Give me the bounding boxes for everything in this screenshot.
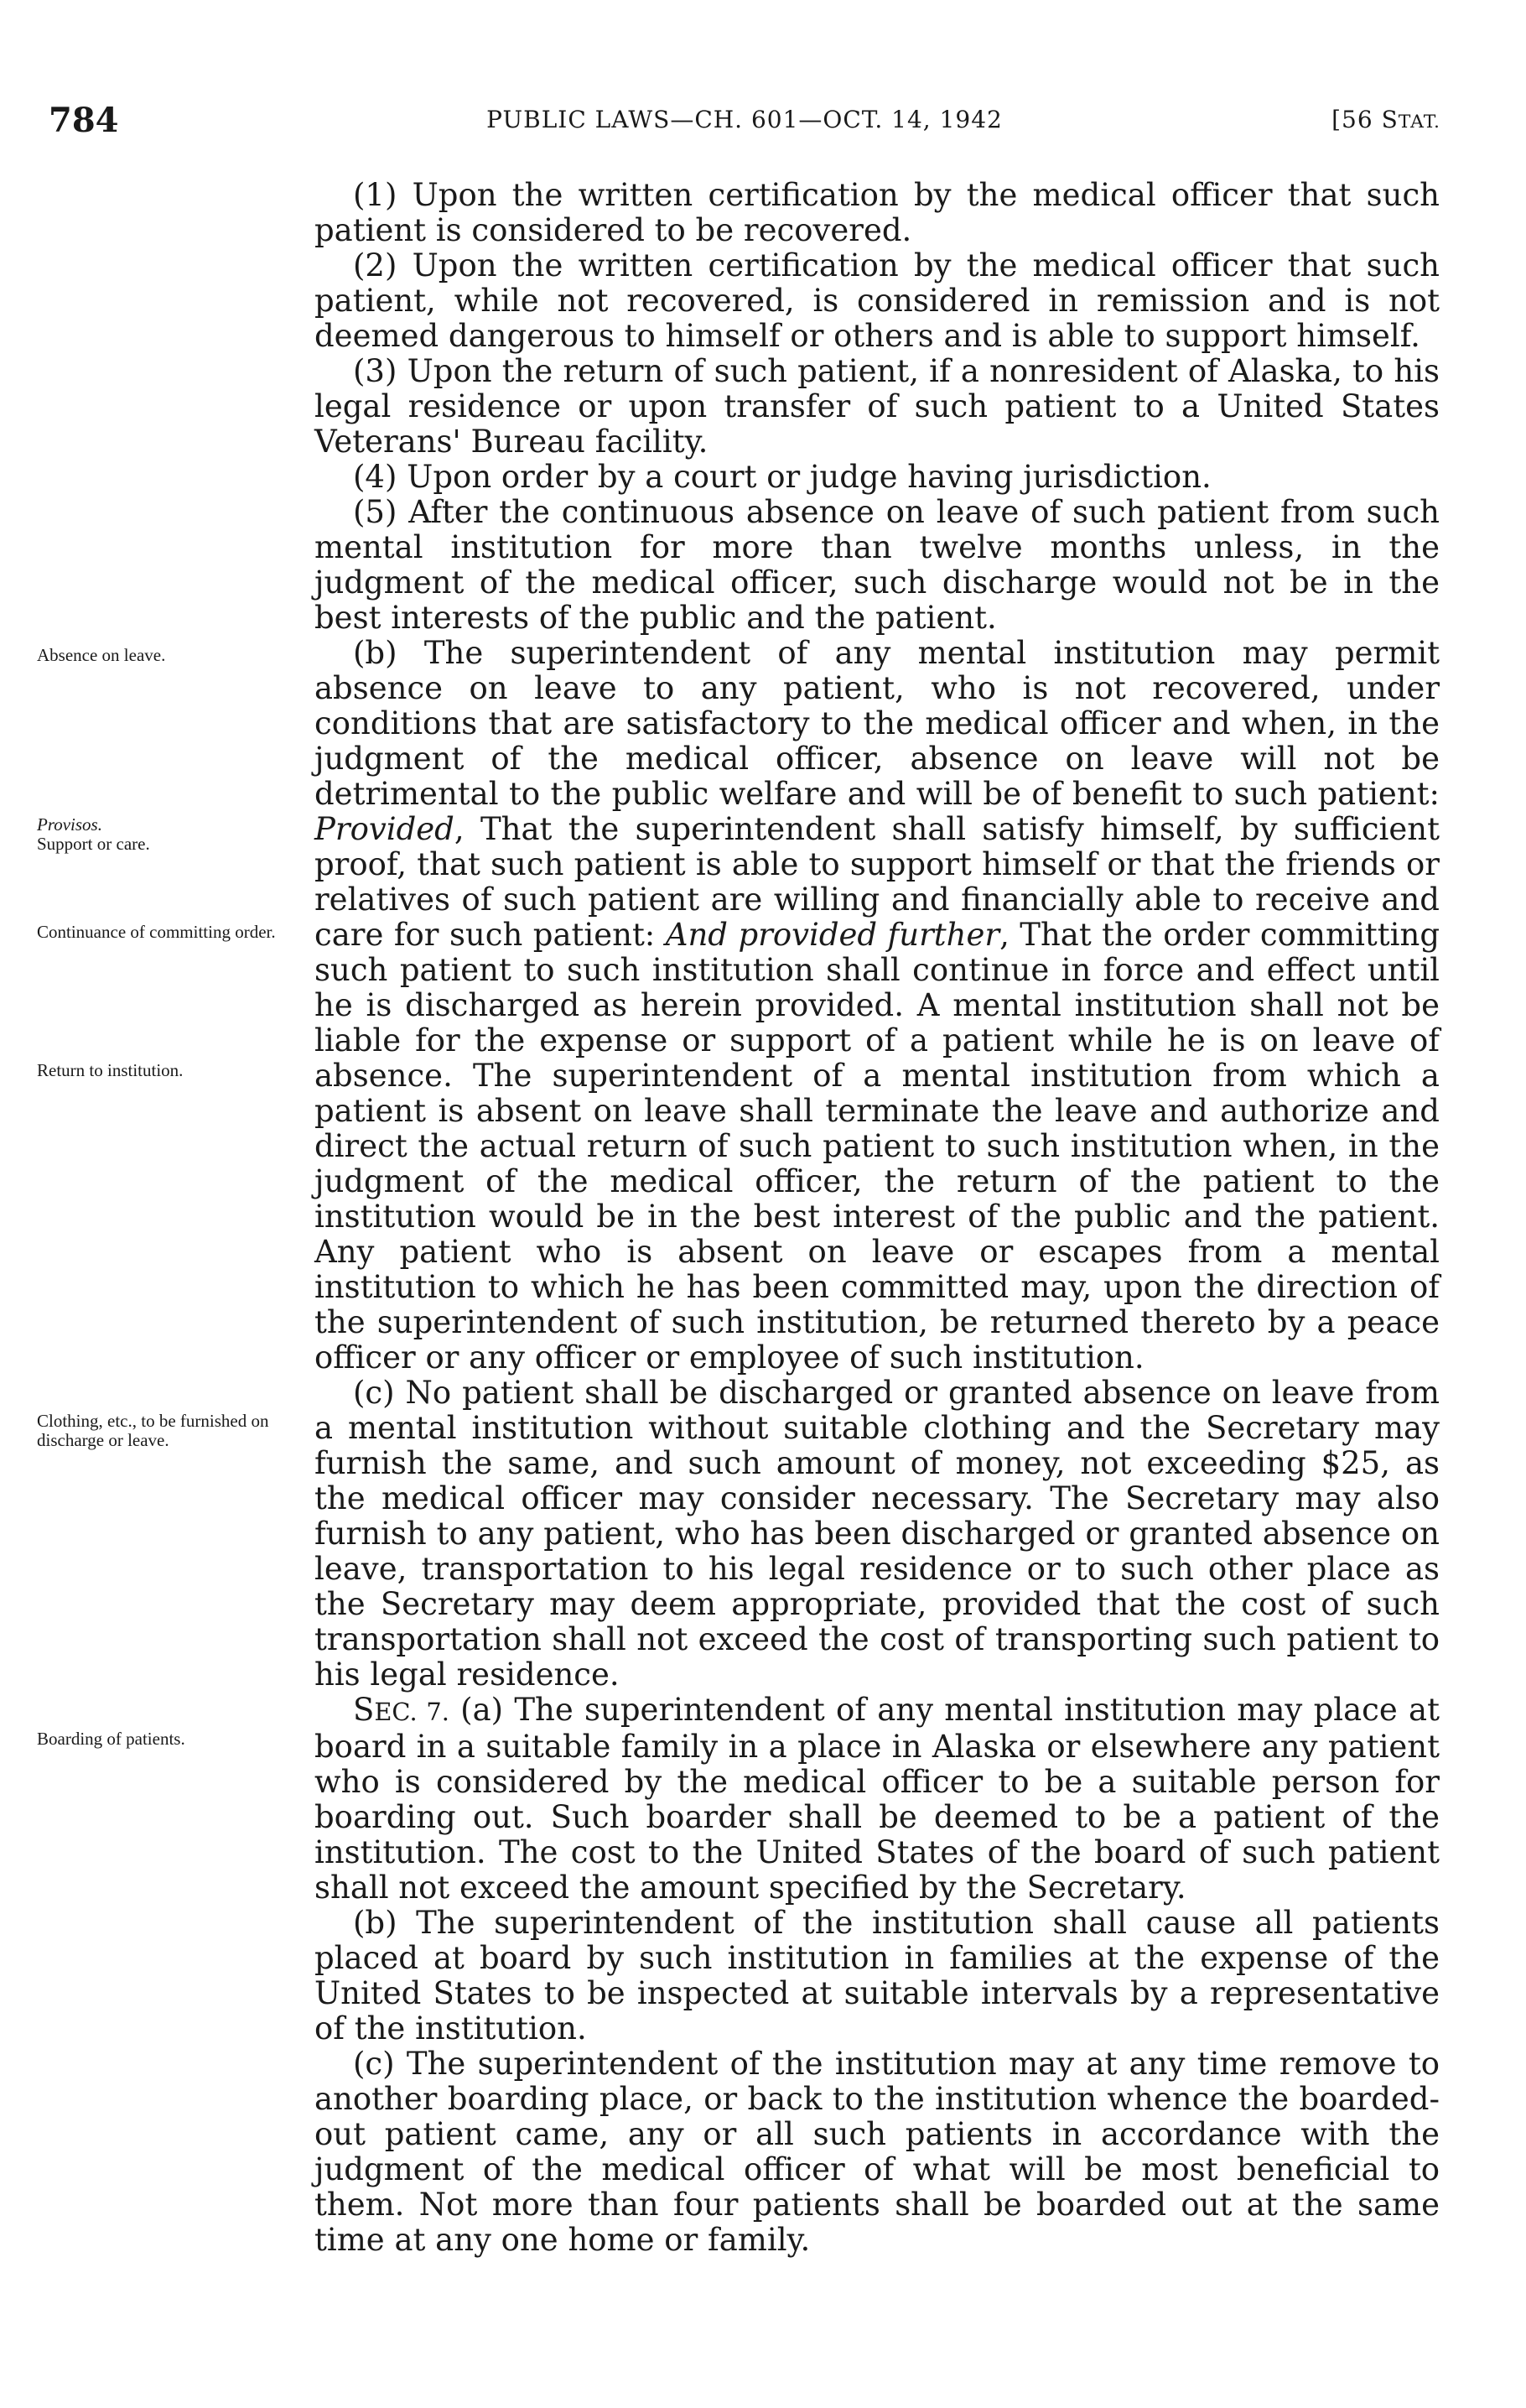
running-title: PUBLIC LAWS—CH. 601—OCT. 14, 1942 — [486, 106, 1003, 133]
paragraph-3: (3) Upon the return of such patient, if a nonresident of Alaska, to his legal residence or upon transfer of such patient to a United States Veterans' Bureau facility. — [314, 353, 1440, 460]
margin-note-clothing: Clothing, etc., to be furnished on discharge or leave. — [37, 1411, 269, 1450]
margin-note-continuance: Continuance of committing order. — [37, 922, 276, 942]
margin-note-absence-on-leave: Absence on leave. — [37, 645, 166, 665]
paragraph-6: (b) The superintendent of any mental institution may permit absence on leave to any patient, who is not recovered, under conditions that are satisfactory to the medical officer and when, in the judgment of the medical officer, absence on leave will not be detrimental to the public welfare and will be of benefit to such patient: Provided, That the superintendent shall satisfy himself, by sufficient proof, that such patient is able to support himself or that the friends or relatives of such patient are willing and financially able to receive and care for such patient: And provided further, That the order committing such patient to such institution shall continue in force and effect until he is discharged as herein provided. A mental institution shall not be liable for the expense or support of a patient while he is on leave of absence. The superintendent of a mental institution from which a patient is absent on leave shall terminate the leave and authorize and direct the actual return of such patient to such institution when, in the judgment of the medical officer, the return of the patient to the institution would be in the best interest of the public and the patient. Any patient who is absent on leave or escapes from a mental institution to which he has been committed may, upon the direction of the superintendent of such institution, be returned thereto by a peace officer or any officer or employee of such institution. — [314, 635, 1440, 1376]
statute-text — [314, 178, 1440, 2258]
margin-note-boarding: Boarding of patients. — [37, 1729, 185, 1749]
paragraph-8: SEC. 7. (a) The superintendent of any mental institution may place at board in a suitable family in a place in Alaska or elsewhere any patient who is considered by the medical officer to be a suitable person for boarding out. Such boarder shall be deemed to be a patient of the institution. The cost to the United States of the board of such patient shall not exceed the amount specified by the Secretary. — [314, 1692, 1440, 1906]
paragraph-7: (c) No patient shall be discharged or granted absence on leave from a mental institution without suitable clothing and the Secretary may furnish the same, and such amount of money, not exceeding $25, as the medical officer may consider necessary. The Secretary may also furnish to any patient, who has been discharged or granted absence on leave, transportation to his legal residence or to such other place as the Secretary may deem appropriate, provided that the cost of such transportation shall not exceed the cost of transporting such patient to his legal residence. — [314, 1375, 1440, 1693]
margin-note-return: Return to institution. — [37, 1060, 184, 1080]
page-number: 784 — [49, 101, 119, 140]
provisos-label: Provisos. — [37, 814, 102, 835]
paragraph-4: (4) Upon order by a court or judge having jurisdiction. — [353, 459, 1212, 495]
page-header — [49, 101, 1440, 151]
margin-note-provisos — [37, 815, 288, 854]
paragraph-2: (2) Upon the written certification by the medical officer that such patient, while not recovered, is considered in remission and is not deemed dangerous to himself or others and is able to support himself. — [314, 247, 1440, 354]
paragraph-1: (1) Upon the written certification by the medical officer that such patient is considered to be recovered. — [314, 177, 1440, 248]
paragraph-9: (b) The superintendent of the institution shall cause all patients placed at board by such institution in families at the expense of the United States to be inspected at suitable intervals by a representative of the institution. — [314, 1905, 1440, 2047]
paragraph-5: (5) After the continuous absence on leave of such patient from such mental institution for more than twelve months unless, in the judgment of the medical officer, such discharge would not be in the best interests of the public and the patient. — [314, 494, 1440, 636]
support-or-care-label: Support or care. — [37, 834, 150, 854]
paragraph-10: (c) The superintendent of the institution may at any time remove to another boarding place, or back to the institution whence the boarded-out patient came, any or all such patients in accordance with the judgment of the medical officer of what will be most beneficial to them. Not more than four patients shall be boarded out at the same time at any one home or family. — [314, 2046, 1440, 2258]
volume-reference: [56 STAT. — [1331, 106, 1440, 133]
